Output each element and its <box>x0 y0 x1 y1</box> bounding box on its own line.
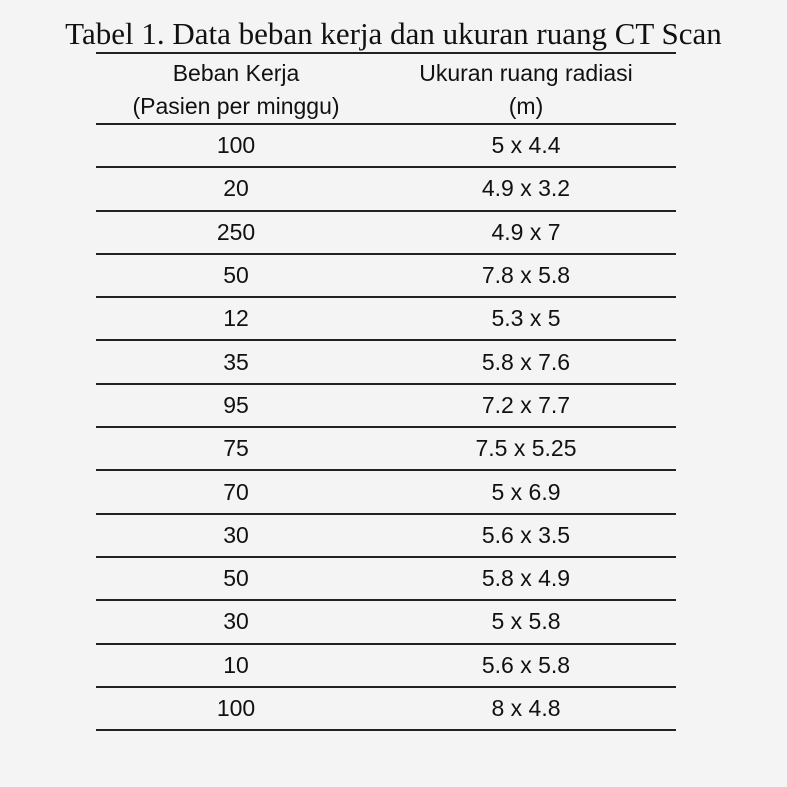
table-caption: Tabel 1. Data beban kerja dan ukuran ruang CT Scan <box>65 16 722 51</box>
cell-workload: 100 <box>216 695 256 721</box>
cell-workload: 95 <box>223 391 249 418</box>
cell-workload: 30 <box>223 608 249 635</box>
cell-workload: 50 <box>223 262 249 289</box>
table-row <box>96 385 676 428</box>
table-row <box>96 255 676 298</box>
cell-workload: 20 <box>223 175 249 202</box>
table-row <box>96 125 676 168</box>
cell-room-size: 4.9 x 3.2 <box>481 175 571 202</box>
cell-room-size: 5.6 x 3.5 <box>481 521 571 548</box>
cell-workload: 50 <box>223 565 249 592</box>
cell-room-size: 8 x 4.8 <box>491 695 561 721</box>
table-row <box>96 341 676 384</box>
table-row <box>96 601 676 644</box>
cell-room-size: 7.8 x 5.8 <box>481 262 571 289</box>
cell-room-size: 5.3 x 5 <box>491 305 561 332</box>
header-workload-line2: (Pasien per minggu) <box>132 93 340 119</box>
header-room-size-line1: Ukuran ruang radiasi <box>419 60 633 86</box>
cell-room-size: 7.5 x 5.25 <box>475 435 577 462</box>
cell-workload: 10 <box>223 651 249 678</box>
cell-workload: 30 <box>223 521 249 548</box>
cell-room-size: 5 x 5.8 <box>491 608 561 635</box>
cell-workload: 75 <box>223 435 249 462</box>
cell-workload: 70 <box>223 478 249 505</box>
table-row <box>96 645 676 688</box>
header-workload-line1: Beban Kerja <box>172 60 300 86</box>
cell-room-size: 5.8 x 7.6 <box>481 348 571 375</box>
cell-room-size: 4.9 x 7 <box>491 218 561 245</box>
table-body <box>96 125 676 731</box>
workload-room-size-table <box>96 52 676 731</box>
cell-room-size: 5.6 x 5.8 <box>481 651 571 678</box>
header-room-size-line2: (m) <box>508 93 544 119</box>
cell-room-size: 5.8 x 4.9 <box>481 565 571 592</box>
table-row <box>96 558 676 601</box>
table-row <box>96 515 676 558</box>
cell-room-size: 7.2 x 7.7 <box>481 391 571 418</box>
table-row <box>96 168 676 211</box>
cell-workload: 100 <box>216 132 256 159</box>
table-row <box>96 428 676 471</box>
header-workload <box>96 54 376 123</box>
header-room-size <box>376 54 676 123</box>
cell-room-size: 5 x 4.4 <box>491 132 561 159</box>
cell-workload: 35 <box>223 348 249 375</box>
table-row <box>96 212 676 255</box>
cell-room-size: 5 x 6.9 <box>491 478 561 505</box>
cell-workload: 12 <box>223 305 249 332</box>
cell-workload: 250 <box>216 218 256 245</box>
table-row <box>96 688 676 731</box>
table-row <box>96 471 676 514</box>
table-header <box>96 54 676 125</box>
table-row <box>96 298 676 341</box>
